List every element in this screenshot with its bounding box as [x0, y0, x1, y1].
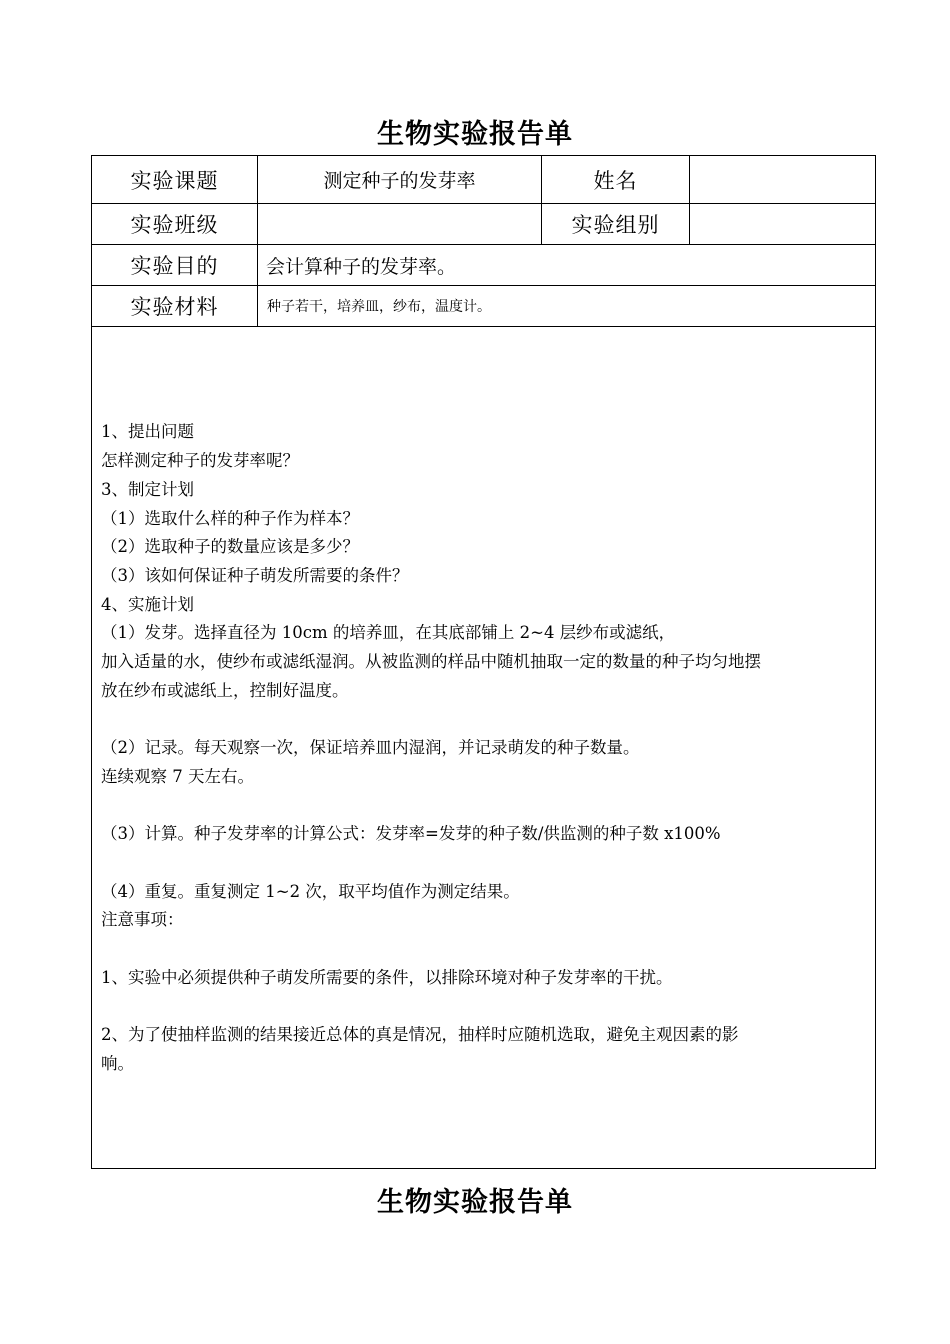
body-line: 加入适量的水，使纱布或滤纸湿润。从被监测的样品中随机抽取一定的数量的种子均匀地摆 — [101, 652, 761, 672]
row-body — [92, 327, 876, 1169]
row-class — [92, 204, 876, 245]
row-topic — [92, 156, 876, 204]
body-line — [101, 935, 867, 964]
body-line: 2、为了使抽样监测的结果接近总体的真是情况，抽样时应随机选取，避免主观因素的影 — [101, 1025, 739, 1045]
body-line — [101, 992, 867, 1021]
group-value[interactable] — [690, 204, 876, 245]
page-title: 生物实验报告单 — [377, 119, 573, 150]
body-line — [101, 705, 867, 734]
body-line: 3、制定计划 — [101, 479, 194, 499]
class-value[interactable] — [258, 204, 542, 245]
name-value[interactable] — [690, 156, 876, 204]
body-line: 放在纱布或滤纸上，控制好温度。 — [101, 680, 349, 700]
name-label: 姓名 — [542, 156, 690, 204]
topic-value[interactable]: 测定种子的发芽率 — [258, 156, 542, 204]
materials-label: 实验材料 — [92, 286, 258, 327]
body-line: （4）重复。重复测定 1~2 次，取平均值作为测定结果。 — [101, 881, 520, 901]
body-line: （3）该如何保证种子萌发所需要的条件？ — [101, 565, 409, 585]
body-line: （2）选取种子的数量应该是多少？ — [101, 537, 359, 557]
body-line: 注意事项： — [101, 910, 184, 930]
body-line: 怎样测定种子的发芽率呢？ — [101, 451, 299, 471]
purpose-label: 实验目的 — [92, 245, 258, 286]
body-line: （3）计算。种子发芽率的计算公式：发芽率=发芽的种子数/供监测的种子数 x100% — [101, 824, 721, 844]
body-line: 1、提出问题 — [101, 422, 194, 442]
row-purpose — [92, 245, 876, 286]
body-line: （1）选取什么样的种子作为样本？ — [101, 508, 359, 528]
materials-value[interactable]: 种子若干，培养皿，纱布，温度计。 — [258, 286, 876, 327]
body-line: （1）发芽。选择直径为 10cm 的培养皿，在其底部铺上 2~4 层纱布或滤纸， — [101, 623, 676, 643]
row-materials — [92, 286, 876, 327]
body-line: 响。 — [101, 1053, 134, 1073]
body-line: 4、实施计划 — [101, 594, 194, 614]
page-title-repeat: 生物实验报告单 — [377, 1187, 573, 1218]
body-line — [101, 792, 867, 821]
body-line: （2）记录。每天观察一次，保证培养皿内湿润，并记录萌发的种子数量。 — [101, 738, 640, 758]
class-label: 实验班级 — [92, 204, 258, 245]
group-label: 实验组别 — [542, 204, 690, 245]
body-line: 1、实验中必须提供种子萌发所需要的条件，以排除环境对种子发芽率的干扰。 — [101, 967, 673, 987]
body-line: 连续观察 7 天左右。 — [101, 766, 254, 786]
experiment-body[interactable] — [92, 327, 876, 1169]
report-table — [91, 155, 876, 1169]
topic-label: 实验课题 — [92, 156, 258, 204]
body-line — [101, 849, 867, 878]
purpose-value[interactable]: 会计算种子的发芽率。 — [258, 245, 876, 286]
